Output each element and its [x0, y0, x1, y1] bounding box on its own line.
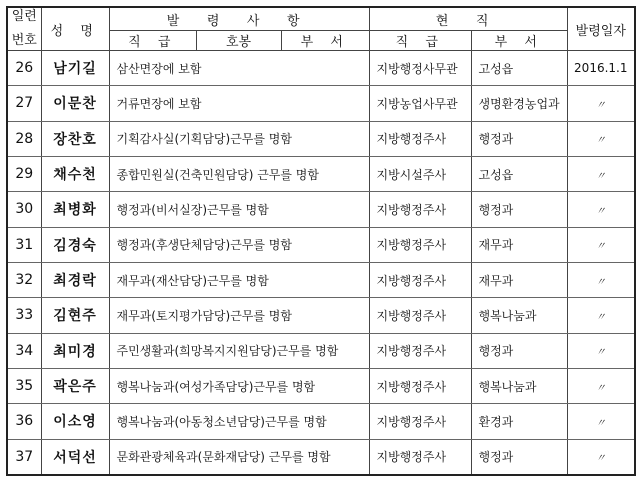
appointment-subheader	[109, 31, 369, 51]
appointment-sub-rank: 직 급	[110, 31, 197, 50]
current-position: 지방농업사무관	[369, 86, 471, 121]
serial-number: 32	[7, 262, 41, 297]
appointment-text: 문화관광체육과(문화재담당) 근무를 명함	[109, 439, 369, 475]
serial-header-top: 일련	[11, 9, 37, 24]
current-department: 행정과	[471, 192, 567, 227]
current-department: 재무과	[471, 227, 567, 262]
person-name: 최경락	[41, 262, 109, 297]
appointment-date: 〃	[567, 86, 635, 121]
current-department: 행복나눔과	[471, 368, 567, 403]
date-header-label: 발령일자	[575, 23, 626, 39]
appointment-text: 행복나눔과(아동청소년담당)근무를 명함	[109, 404, 369, 439]
appointment-header	[109, 7, 369, 31]
appointment-text: 삼산면장에 보함	[109, 51, 369, 86]
serial-number: 30	[7, 192, 41, 227]
current-department: 환경과	[471, 404, 567, 439]
current-department: 고성읍	[471, 51, 567, 86]
appointment-date: 2016.1.1	[567, 51, 635, 86]
appointment-sub-dept: 부 서	[300, 35, 350, 50]
serial-number: 29	[7, 156, 41, 191]
current-sub-rank: 직 급	[369, 31, 471, 51]
appointment-date: 〃	[567, 227, 635, 262]
current-header-label: 현 직	[435, 13, 501, 29]
serial-header-bottom: 번호	[11, 33, 37, 48]
current-department: 생명환경농업과	[471, 86, 567, 121]
serial-number: 33	[7, 298, 41, 333]
current-header	[369, 7, 567, 31]
appointment-date: 〃	[567, 298, 635, 333]
appointment-text: 거류면장에 보함	[109, 86, 369, 121]
appointment-date: 〃	[567, 333, 635, 368]
current-position: 지방시설주사	[369, 156, 471, 191]
current-position: 지방행정주사	[369, 227, 471, 262]
table-row	[7, 156, 635, 191]
appointment-text: 재무과(재산담당)근무를 명함	[109, 262, 369, 297]
appointment-text: 행복나눔과(여성가족담당)근무를 명함	[109, 368, 369, 403]
serial-number: 34	[7, 333, 41, 368]
serial-number: 37	[7, 439, 41, 475]
table-row	[7, 121, 635, 156]
current-department: 행정과	[471, 121, 567, 156]
person-name: 서덕선	[41, 439, 109, 475]
serial-number: 26	[7, 51, 41, 86]
current-sub-dept: 부 서	[471, 31, 567, 51]
serial-number: 35	[7, 368, 41, 403]
table-row	[7, 227, 635, 262]
date-header	[567, 7, 635, 51]
appointment-date: 〃	[567, 368, 635, 403]
serial-number: 28	[7, 121, 41, 156]
current-position: 지방행정주사	[369, 439, 471, 475]
appointment-header-label: 발 령 사 항	[166, 13, 312, 29]
current-position: 지방행정주사	[369, 262, 471, 297]
current-department: 행정과	[471, 333, 567, 368]
person-name: 장찬호	[41, 121, 109, 156]
current-position: 지방행정주사	[369, 298, 471, 333]
table-row	[7, 298, 635, 333]
table-row	[7, 404, 635, 439]
appointment-table	[6, 6, 636, 476]
current-department: 행복나눔과	[471, 298, 567, 333]
header-row-top	[7, 7, 635, 31]
person-name: 최미경	[41, 333, 109, 368]
current-department: 재무과	[471, 262, 567, 297]
appointment-date: 〃	[567, 121, 635, 156]
person-name: 채수천	[41, 156, 109, 191]
appointment-text: 종합민원실(건축민원담당) 근무를 명함	[109, 156, 369, 191]
appointment-date: 〃	[567, 156, 635, 191]
current-department: 고성읍	[471, 156, 567, 191]
table-row	[7, 86, 635, 121]
current-position: 지방행정주사	[369, 404, 471, 439]
appointment-date: 〃	[567, 192, 635, 227]
person-name: 최병화	[41, 192, 109, 227]
table-row	[7, 333, 635, 368]
person-name: 이소영	[41, 404, 109, 439]
current-position: 지방행정주사	[369, 192, 471, 227]
appointment-date: 〃	[567, 404, 635, 439]
person-name: 남기길	[41, 51, 109, 86]
name-header-label: 성 명	[50, 23, 100, 39]
current-position: 지방행정주사	[369, 121, 471, 156]
person-name: 김현주	[41, 298, 109, 333]
serial-number: 31	[7, 227, 41, 262]
appointment-date: 〃	[567, 262, 635, 297]
appointment-text: 재무과(토지평가담당)근무를 명함	[109, 298, 369, 333]
person-name: 곽은주	[41, 368, 109, 403]
table-row	[7, 368, 635, 403]
appointment-text: 행정과(후생단체담당)근무를 명함	[109, 227, 369, 262]
appointment-text: 주민생활과(희망복지지원담당)근무를 명함	[109, 333, 369, 368]
current-department: 행정과	[471, 439, 567, 475]
table-row	[7, 192, 635, 227]
person-name: 이문찬	[41, 86, 109, 121]
current-position: 지방행정사무관	[369, 51, 471, 86]
table-row	[7, 262, 635, 297]
current-position: 지방행정주사	[369, 368, 471, 403]
appointment-sub-step: 호봉	[197, 31, 282, 50]
appointment-text: 행정과(비서실장)근무를 명함	[109, 192, 369, 227]
person-name: 김경숙	[41, 227, 109, 262]
serial-number: 36	[7, 404, 41, 439]
appointment-date: 〃	[567, 439, 635, 475]
serial-header	[7, 7, 41, 51]
appointment-text: 기획감사실(기획담당)근무를 명함	[109, 121, 369, 156]
name-header	[41, 7, 109, 51]
current-position: 지방행정주사	[369, 333, 471, 368]
table-row	[7, 51, 635, 86]
serial-number: 27	[7, 86, 41, 121]
table-row	[7, 439, 635, 475]
